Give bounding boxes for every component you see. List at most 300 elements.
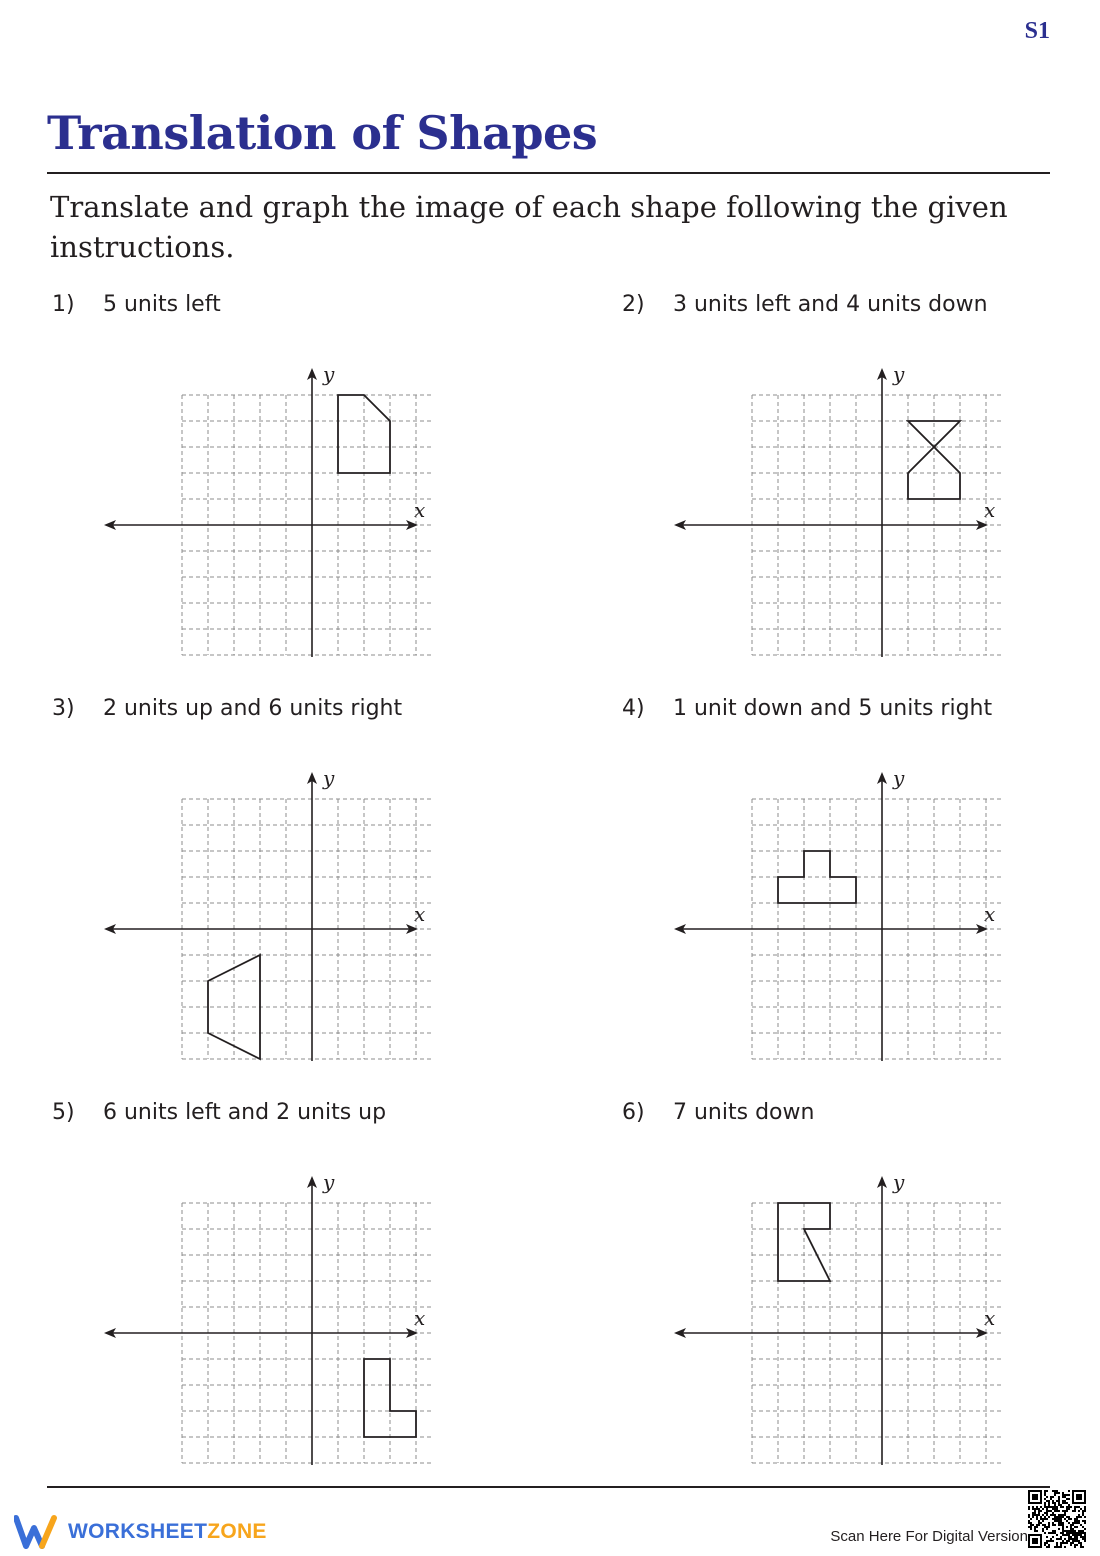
qr-module [1048,1532,1050,1534]
qr-module [1032,1524,1034,1526]
qr-module [1070,1538,1072,1540]
problem-number: 4) [622,696,645,721]
qr-module [1066,1542,1068,1544]
qr-module [1068,1532,1070,1534]
qr-module [1068,1534,1070,1536]
qr-module [1060,1518,1062,1520]
qr-finder [1032,1494,1038,1500]
qr-module [1056,1534,1058,1536]
qr-module [1036,1530,1038,1532]
qr-module [1040,1522,1042,1524]
qr-module [1060,1524,1062,1526]
qr-module [1054,1520,1056,1522]
qr-module [1038,1512,1040,1514]
qr-module [1052,1496,1054,1498]
qr-module [1058,1518,1060,1520]
qr-module [1050,1514,1052,1516]
qr-module [1074,1522,1076,1524]
qr-module [1030,1524,1032,1526]
problem-number: 1) [52,292,75,317]
qr-module [1076,1540,1078,1542]
qr-module [1084,1510,1086,1512]
qr-module [1044,1518,1046,1520]
qr-module [1076,1516,1078,1518]
sheet-code: S1 [1024,18,1050,44]
qr-module [1038,1520,1040,1522]
qr-module [1058,1514,1060,1516]
qr-module [1056,1506,1058,1508]
qr-module [1058,1538,1060,1540]
qr-module [1052,1506,1054,1508]
qr-module [1052,1536,1054,1538]
qr-module [1050,1532,1052,1534]
qr-module [1078,1514,1080,1516]
x-axis-label: x [984,498,996,522]
qr-module [1082,1526,1084,1528]
brand-part1: WORKSHEET [68,1520,208,1543]
qr-module [1080,1516,1082,1518]
qr-module [1046,1528,1048,1530]
qr-module [1054,1518,1056,1520]
qr-module [1074,1538,1076,1540]
qr-module [1068,1518,1070,1520]
qr-module [1064,1542,1066,1544]
qr-module [1062,1492,1064,1494]
coordinate-grid[interactable] [672,322,1002,657]
qr-module [1080,1534,1082,1536]
qr-module [1068,1506,1070,1508]
problem-1 [52,292,532,672]
qr-module [1062,1530,1064,1532]
qr-module [1076,1534,1078,1536]
qr-module [1068,1504,1070,1506]
qr-module [1056,1542,1058,1544]
qr-module [1072,1540,1074,1542]
qr-module [1052,1512,1054,1514]
page-title: Translation of Shapes [47,106,598,160]
qr-module [1050,1496,1052,1498]
qr-module [1058,1498,1060,1500]
qr-module [1048,1526,1050,1528]
qr-module [1074,1526,1076,1528]
qr-module [1084,1520,1086,1522]
qr-module [1082,1538,1084,1540]
qr-module [1030,1518,1032,1520]
problem-number: 3) [52,696,75,721]
qr-module [1046,1512,1048,1514]
qr-module [1060,1538,1062,1540]
qr-module [1046,1510,1048,1512]
qr-module [1046,1526,1048,1528]
qr-module [1070,1518,1072,1520]
qr-module [1080,1546,1082,1548]
qr-module [1068,1508,1070,1510]
qr-module [1058,1516,1060,1518]
qr-module [1066,1540,1068,1542]
qr-module [1070,1506,1072,1508]
qr-module [1084,1528,1086,1530]
instructions: Translate and graph the image of each shape following the given instructions. [50,190,1008,264]
qr-module [1074,1518,1076,1520]
qr-module [1056,1492,1058,1494]
qr-module [1034,1530,1036,1532]
qr-module [1040,1506,1042,1508]
qr-module [1044,1504,1046,1506]
qr-module [1062,1528,1064,1530]
qr-module [1030,1526,1032,1528]
qr-module [1054,1490,1056,1492]
qr-module [1062,1526,1064,1528]
qr-module [1058,1546,1060,1548]
qr-module [1038,1510,1040,1512]
qr-module [1044,1526,1046,1528]
qr-module [1074,1546,1076,1548]
qr-module [1046,1506,1048,1508]
qr-module [1066,1526,1068,1528]
qr-module [1056,1490,1058,1492]
y-axis-label: y [323,766,335,790]
qr-module [1082,1530,1084,1532]
qr-module [1068,1540,1070,1542]
qr-module [1052,1524,1054,1526]
qr-module [1058,1496,1060,1498]
qr-module [1042,1520,1044,1522]
coordinate-grid[interactable] [102,322,432,657]
problem-number: 6) [622,1100,645,1125]
x-axis-label: x [414,902,426,926]
qr-module [1036,1506,1038,1508]
qr-module [1044,1494,1046,1496]
qr-module [1066,1506,1068,1508]
qr-finder [1032,1538,1038,1544]
qr-module [1054,1506,1056,1508]
qr-module [1028,1516,1030,1518]
qr-module [1066,1498,1068,1500]
qr-module [1048,1506,1050,1508]
qr-module [1064,1546,1066,1548]
qr-module [1046,1518,1048,1520]
qr-module [1080,1536,1082,1538]
qr-module [1062,1524,1064,1526]
y-axis-label: y [323,1170,335,1194]
qr-module [1084,1536,1086,1538]
qr-module [1056,1546,1058,1548]
qr-module [1082,1532,1084,1534]
qr-module [1054,1516,1056,1518]
qr-module [1038,1514,1040,1516]
qr-module [1040,1518,1042,1520]
qr-module [1078,1530,1080,1532]
qr-module [1056,1516,1058,1518]
qr-module [1066,1502,1068,1504]
qr-module [1080,1530,1082,1532]
qr-module [1070,1528,1072,1530]
qr-module [1076,1526,1078,1528]
qr-module [1066,1510,1068,1512]
qr-module [1068,1536,1070,1538]
qr-module [1078,1540,1080,1542]
qr-module [1032,1514,1034,1516]
qr-module [1070,1532,1072,1534]
qr-module [1084,1516,1086,1518]
brand-name[interactable] [68,1520,267,1544]
qr-module [1050,1538,1052,1540]
qr-module [1044,1498,1046,1500]
qr-module [1080,1524,1082,1526]
problem-instruction: 3 units left and 4 units down [673,292,988,317]
qr-module [1084,1532,1086,1534]
qr-module [1044,1542,1046,1544]
qr-module [1054,1508,1056,1510]
shape-polygon [364,1359,416,1437]
qr-module [1060,1516,1062,1518]
qr-module [1078,1520,1080,1522]
qr-module [1054,1532,1056,1534]
qr-module [1032,1516,1034,1518]
qr-module [1060,1514,1062,1516]
problem-number: 5) [52,1100,75,1125]
qr-module [1068,1516,1070,1518]
qr-module [1062,1514,1064,1516]
qr-module [1048,1504,1050,1506]
title-divider [47,172,1050,174]
qr-module [1048,1502,1050,1504]
qr-module [1044,1532,1046,1534]
qr-module [1074,1510,1076,1512]
qr-module [1074,1520,1076,1522]
y-axis-label: y [323,362,335,386]
qr-module [1048,1540,1050,1542]
qr-module [1064,1500,1066,1502]
qr-module [1080,1532,1082,1534]
qr-module [1062,1522,1064,1524]
qr-module [1042,1514,1044,1516]
qr-module [1076,1536,1078,1538]
qr-module [1084,1506,1086,1508]
qr-module [1052,1532,1054,1534]
qr-module [1062,1516,1064,1518]
qr-module [1052,1514,1054,1516]
problem-4 [622,696,1100,1076]
qr-module [1064,1514,1066,1516]
qr-module [1048,1546,1050,1548]
qr-module [1066,1516,1068,1518]
qr-module [1074,1506,1076,1508]
qr-module [1028,1506,1030,1508]
qr-module [1054,1494,1056,1496]
qr-module [1060,1520,1062,1522]
qr-module [1034,1528,1036,1530]
qr-module [1046,1542,1048,1544]
qr-module [1054,1502,1056,1504]
qr-module [1052,1540,1054,1542]
problem-instruction: 6 units left and 2 units up [103,1100,387,1125]
qr-module [1072,1510,1074,1512]
qr-module [1070,1524,1072,1526]
qr-module [1056,1510,1058,1512]
qr-module [1064,1518,1066,1520]
qr-module [1062,1510,1064,1512]
coordinate-grid[interactable] [102,726,432,1061]
qr-module [1028,1522,1030,1524]
qr-module [1038,1522,1040,1524]
qr-module [1058,1492,1060,1494]
qr-module [1052,1530,1054,1532]
qr-module [1042,1528,1044,1530]
qr-module [1076,1506,1078,1508]
qr-module [1078,1506,1080,1508]
qr-module [1056,1518,1058,1520]
qr-module [1054,1546,1056,1548]
qr-module [1060,1542,1062,1544]
qr-module [1028,1514,1030,1516]
qr-module [1076,1522,1078,1524]
qr-module [1058,1520,1060,1522]
qr-module [1078,1522,1080,1524]
qr-module [1074,1532,1076,1534]
problem-instruction: 7 units down [673,1100,815,1125]
qr-module [1078,1534,1080,1536]
qr-module [1078,1516,1080,1518]
qr-module [1056,1508,1058,1510]
qr-module [1054,1504,1056,1506]
qr-module [1036,1516,1038,1518]
qr-module [1046,1508,1048,1510]
qr-module [1036,1518,1038,1520]
y-axis-label: y [893,362,905,386]
qr-module [1048,1522,1050,1524]
qr-module [1028,1520,1030,1522]
qr-module [1040,1516,1042,1518]
qr-module [1062,1532,1064,1534]
qr-module [1060,1506,1062,1508]
qr-module [1038,1524,1040,1526]
qr-module [1032,1512,1034,1514]
qr-module [1078,1542,1080,1544]
qr-module [1074,1540,1076,1542]
qr-module [1050,1506,1052,1508]
qr-module [1054,1530,1056,1532]
qr-module [1056,1538,1058,1540]
qr-module [1054,1510,1056,1512]
qr-module [1064,1494,1066,1496]
qr-module [1066,1532,1068,1534]
qr-module [1048,1524,1050,1526]
qr-module [1078,1532,1080,1534]
qr-module [1034,1512,1036,1514]
coordinate-grid[interactable] [102,1130,432,1465]
qr-module [1034,1508,1036,1510]
problem-3 [52,696,532,1076]
qr-module [1064,1502,1066,1504]
qr-module [1074,1508,1076,1510]
qr-module [1072,1522,1074,1524]
qr-module [1060,1532,1062,1534]
qr-module [1044,1502,1046,1504]
qr-module [1064,1530,1066,1532]
qr-module [1070,1544,1072,1546]
qr-module [1044,1506,1046,1508]
qr-module [1054,1514,1056,1516]
problem-instruction: 2 units up and 6 units right [103,696,403,721]
problem-5 [52,1100,532,1480]
qr-module [1064,1510,1066,1512]
qr-module [1046,1500,1048,1502]
qr-module [1046,1546,1048,1548]
qr-module [1054,1524,1056,1526]
qr-module [1074,1534,1076,1536]
y-axis-label: y [893,766,905,790]
qr-module [1044,1524,1046,1526]
qr-module [1074,1544,1076,1546]
qr-module [1062,1502,1064,1504]
qr-module [1068,1490,1070,1492]
qr-module [1060,1536,1062,1538]
qr-module [1068,1494,1070,1496]
qr-module [1080,1544,1082,1546]
qr-module [1082,1536,1084,1538]
qr-module [1060,1544,1062,1546]
qr-module [1046,1514,1048,1516]
qr-module [1052,1490,1054,1492]
qr-code-icon[interactable] [1028,1490,1086,1548]
qr-module [1042,1508,1044,1510]
qr-module [1050,1498,1052,1500]
qr-module [1044,1490,1046,1492]
qr-module [1062,1534,1064,1536]
qr-module [1032,1508,1034,1510]
qr-module [1038,1508,1040,1510]
qr-module [1080,1508,1082,1510]
qr-module [1056,1544,1058,1546]
qr-module [1046,1540,1048,1542]
qr-module [1072,1538,1074,1540]
qr-module [1082,1520,1084,1522]
qr-module [1082,1546,1084,1548]
qr-module [1076,1538,1078,1540]
qr-module [1056,1520,1058,1522]
qr-module [1048,1544,1050,1546]
qr-module [1074,1536,1076,1538]
qr-module [1028,1508,1030,1510]
scan-text: Scan Here For Digital Version [830,1528,1028,1545]
qr-module [1046,1536,1048,1538]
qr-module [1066,1530,1068,1532]
qr-module [1052,1508,1054,1510]
coordinate-grid[interactable] [672,726,1002,1061]
qr-module [1058,1504,1060,1506]
qr-module [1076,1532,1078,1534]
qr-module [1066,1520,1068,1522]
qr-module [1052,1522,1054,1524]
qr-module [1046,1490,1048,1492]
qr-module [1062,1496,1064,1498]
qr-module [1046,1496,1048,1498]
qr-module [1068,1530,1070,1532]
qr-module [1040,1510,1042,1512]
qr-module [1084,1508,1086,1510]
coordinate-grid[interactable] [672,1130,1002,1465]
qr-module [1062,1494,1064,1496]
footer-divider [47,1486,1050,1488]
x-axis-label: x [414,1306,426,1330]
qr-module [1058,1502,1060,1504]
qr-module [1064,1512,1066,1514]
qr-module [1082,1512,1084,1514]
qr-module [1084,1538,1086,1540]
qr-module [1052,1502,1054,1504]
qr-finder [1076,1494,1082,1500]
